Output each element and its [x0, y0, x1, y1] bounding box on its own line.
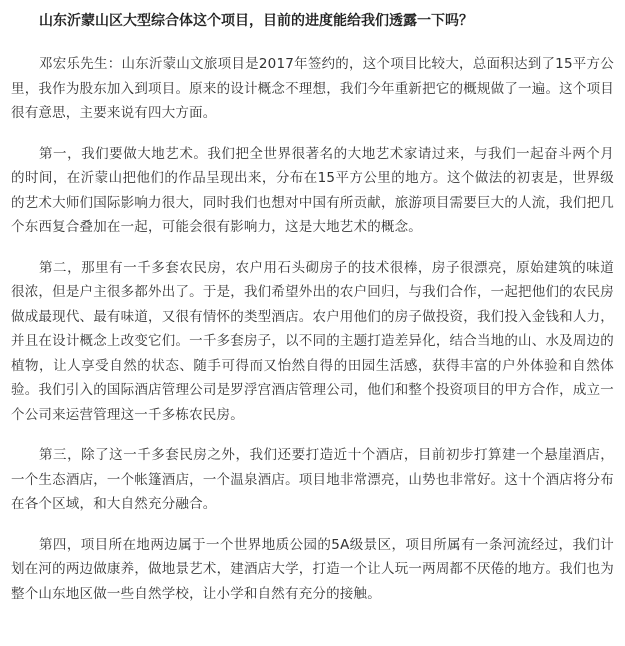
answer-paragraph-second: 第二，那里有一千多套农民房，农户用石头砌房子的技术很棒，房子很漂亮，原始建筑的味道很浓，但是户主很多都外出了。于是，我们希望外出的农户回归，与我们合作，一起把他们的农民房做成最现代、最有味道，又很有情怀的类型酒店。农户用他们的房子做投资，我们投入金钱和人力，并且在设计概念上改变它们。一千多套房子，以不同的主题打造差异化，结合当地的山、水及周边的植物，让人享受自然的状态、随手可得而又怡然自得的田园生活感，获得丰富的户外体验和自然体验。我们引入的国际酒店管理公司是罗浮宫酒店管理公司，他们和整个投资项目的甲方合作，成立一个公司来运营管理这一千多栋农民房。 [11, 259, 614, 423]
answer-paragraph-fourth: 第四，项目所在地两边属于一个世界地质公园的5A级景区，项目所属有一条河流经过，我们计划在河的两边做康养，做地景艺术，建酒店大学，打造一个让人玩一两周都不厌倦的地方。我们也为整个山东地区做一些自然学校，让小学和自然有充分的接触。 [11, 536, 614, 602]
answer-paragraph-third: 第三，除了这一千多套民房之外，我们还要打造近十个酒店，目前初步打算建一个悬崖酒店，一个生态酒店，一个帐篷酒店，一个温泉酒店。项目地非常漂亮，山势也非常好。这十个酒店将分布在各个区域，和大自然充分融合。 [11, 447, 614, 512]
answer-paragraph-first: 第一，我们要做大地艺术。我们把全世界很著名的大地艺术家请过来，与我们一起奋斗两个月的时间，在沂蒙山把他们的作品呈现出来，分布在15平方公里的地方。这个做法的初衷是，世界级的艺术大师们国际影响力很大，同时我们也想对中国有所贡献，旅游项目需要巨大的人流，我们把几个东西复合叠加在一起，可能会很有影响力，这是大地艺术的概念。 [11, 145, 614, 235]
interview-question: 山东沂蒙山区大型综合体这个项目，目前的进度能给我们透露一下吗？ [39, 13, 473, 29]
answer-paragraph-intro: 邓宏乐先生：山东沂蒙山文旅项目是2017年签约的，这个项目比较大，总面积达到了15平方公里，我作为股东加入到项目。原来的设计概念不理想，我们今年重新把它的概规做了一遍。这个项目很有意思，主要来说有四大方面。 [11, 56, 614, 121]
